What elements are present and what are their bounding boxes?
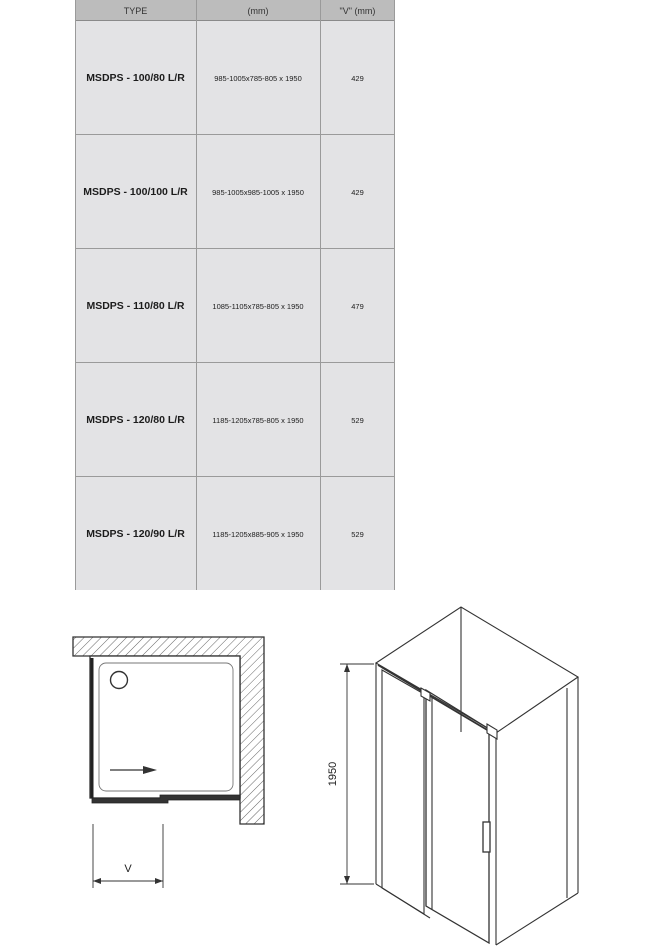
cell-v: 429 [351,73,364,83]
cell-type: MSDPS - 100/80 L/R [86,72,185,84]
door-handle-icon [483,822,490,852]
side-panel-bottom [496,893,578,945]
table-row [75,135,395,249]
column-divider [320,0,321,590]
column-divider [196,0,197,590]
cell-type: MSDPS - 100/100 L/R [83,186,188,198]
product-table [75,0,395,590]
cell-type: MSDPS - 120/90 L/R [86,528,185,540]
fixed-panel-frame [382,670,424,914]
column-divider [394,0,395,590]
door-rail [378,665,494,734]
table-header [75,0,395,21]
row-divider [75,362,395,363]
dimension-arrow-left-icon [93,878,101,884]
cell-type: MSDPS - 110/80 L/R [86,300,185,312]
height-label: 1950 [327,761,339,787]
table-row [75,363,395,477]
sliding-door-frame [426,690,489,943]
cell-dimensions: 1185-1205x785-805 x 1950 [212,415,304,425]
elevation-view [340,607,578,945]
cell-dimensions: 1085-1105x785-805 x 1950 [212,301,304,311]
row-divider [75,476,395,477]
table-row [75,249,395,363]
plan-view [73,637,264,888]
dimension-arrow-right-icon [155,878,163,884]
row-divider [75,134,395,135]
table-row [75,477,395,591]
drain-icon [111,672,128,689]
cell-v: 479 [351,301,364,311]
enclosure-top-frame [376,607,578,733]
cell-dimensions: 1185-1205x885-905 x 1950 [212,529,304,539]
height-arrow-bottom-icon [344,876,350,884]
cell-v: 529 [351,415,364,425]
header-v: "V" (mm) [339,6,376,16]
row-divider [75,248,395,249]
cell-v: 529 [351,529,364,539]
column-divider [75,0,76,590]
dimension-label-v: V [124,863,132,875]
cell-dimensions: 985-1005x785-805 x 1950 [214,73,302,83]
roller-bracket [421,688,430,701]
header-type: TYPE [123,6,148,16]
header-dimensions: (mm) [247,6,269,16]
cell-type: MSDPS - 120/80 L/R [86,414,185,426]
cell-v: 429 [351,187,364,197]
table-row [75,21,395,135]
technical-drawings [0,595,659,950]
cell-dimensions: 985-1005x985-1005 x 1950 [212,187,304,197]
height-arrow-top-icon [344,664,350,672]
